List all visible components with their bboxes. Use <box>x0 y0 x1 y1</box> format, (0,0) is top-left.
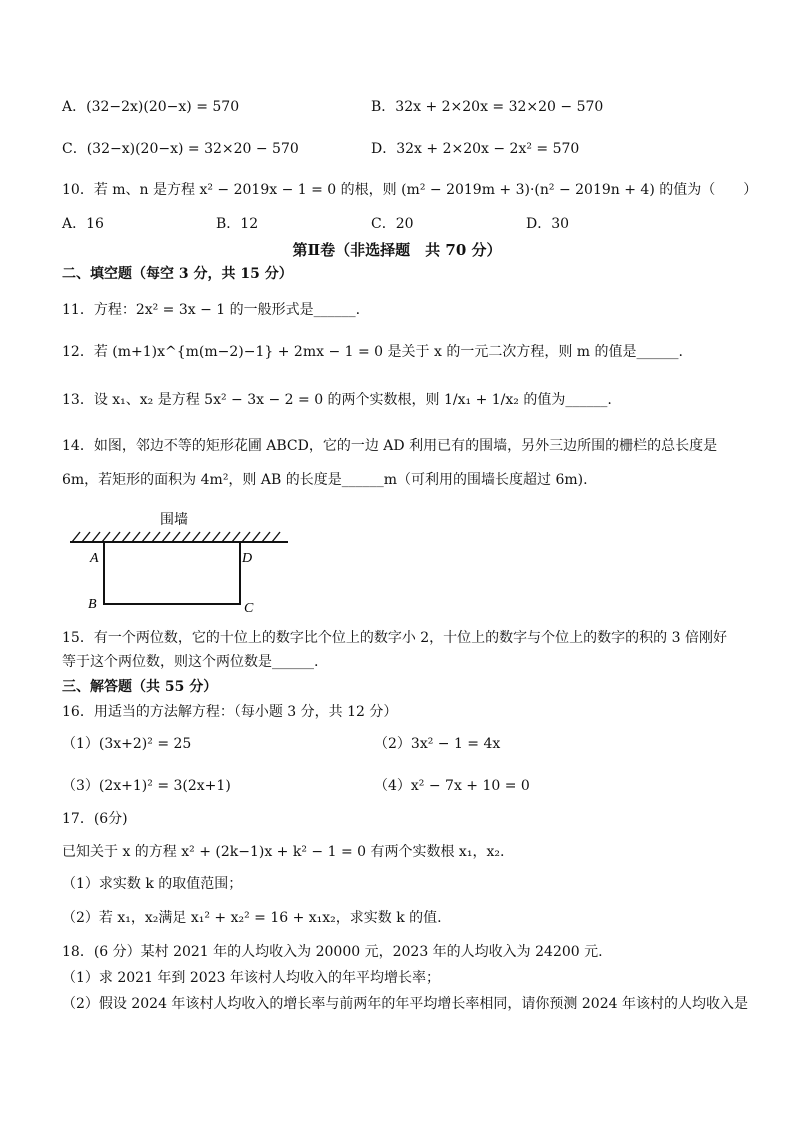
q17-part1: （1）求实数 k 的取值范围； <box>62 876 243 892</box>
q15-line2: 等于这个两位数，则这个两位数是______. <box>62 654 319 670</box>
q17-stem: 已知关于 x 的方程 x² + (2k−1)x + k² − 1 = 0 有两个实数根 x₁，x₂. <box>62 844 505 860</box>
q9-option-a: A．(32−2x)(20−x) = 570 <box>62 99 240 115</box>
section2-title: 二、填空题（每空 3 分，共 15 分） <box>62 266 293 282</box>
q10-option-a: A．16 <box>62 216 104 232</box>
q10-option-b: B．12 <box>216 216 259 232</box>
q16-part4: （4）x² − 7x + 10 = 0 <box>374 778 530 794</box>
q14-line2: 6m，若矩形的面积为 4m²，则 AB 的长度是______m（可利用的围墙长度超过 6m). <box>62 472 588 488</box>
q10-option-d: D．30 <box>526 216 570 232</box>
fence-outline <box>104 542 240 604</box>
q17-head: 17．(6分) <box>62 811 128 827</box>
q16-stem: 16．用适当的方法解方程：（每小题 3 分，共 12 分） <box>62 704 398 720</box>
wall-hatching <box>72 532 280 542</box>
q9-option-d: D．32x + 2×20x − 2x² = 570 <box>371 141 580 157</box>
q9-option-b: B．32x + 2×20x = 32×20 − 570 <box>371 99 604 115</box>
q16-part3: （3）(2x+1)² = 3(2x+1) <box>62 778 231 794</box>
q18-part1: （1）求 2021 年到 2023 年该村人均收入的年平均增长率； <box>62 970 440 986</box>
q18-part2: （2）假设 2024 年该村人均收入的增长率与前两年的年平均增长率相同，请你预测 2024 年该村的人均收入是 <box>62 996 748 1012</box>
q17-part2: （2）若 x₁，x₂满足 x₁² + x₂² = 16 + x₁x₂，求实数 k 的值. <box>62 910 442 926</box>
q11: 11．方程：2x² = 3x − 1 的一般形式是______. <box>62 302 361 318</box>
q12: 12．若 (m+1)x^{m(m−2)−1} + 2mx − 1 = 0 是关于 x 的一元二次方程，则 m 的值是______. <box>62 344 683 360</box>
rectangle-garden-figure <box>66 508 296 620</box>
vertex-d: D <box>242 551 253 566</box>
vertex-c: C <box>244 601 254 616</box>
q13: 13．设 x₁、x₂ 是方程 5x² − 3x − 2 = 0 的两个实数根，则 1/x₁ + 1/x₂ 的值为______. <box>62 392 612 408</box>
vertex-a: A <box>90 551 99 566</box>
q10-stem: 10．若 m、n 是方程 x² − 2019x − 1 = 0 的根，则 (m² − 2019m + 3)·(n² − 2019n + 4) 的值为（ ） <box>62 182 758 198</box>
wall-label: 围墙 <box>160 512 188 528</box>
q10-option-c: C．20 <box>371 216 414 232</box>
q16-part2: （2）3x² − 1 = 4x <box>374 736 501 752</box>
part2-title: 第Ⅱ卷（非选择题 共 70 分） <box>292 241 502 259</box>
q16-part1: （1）(3x+2)² = 25 <box>62 736 192 752</box>
q14-line1: 14．如图，邻边不等的矩形花圃 ABCD，它的一边 AD 利用已有的围墙，另外三边所围的栅栏的总长度是 <box>62 438 718 454</box>
section3-title: 三、解答题（共 55 分） <box>62 679 218 695</box>
q15-line1: 15．有一个两位数，它的十位上的数字比个位上的数字小 2，十位上的数字与个位上的数字的积的 3 倍刚好 <box>62 630 727 646</box>
q9-option-c: C．(32−x)(20−x) = 32×20 − 570 <box>62 141 299 157</box>
q18-stem: 18．(6 分）某村 2021 年的人均收入为 20000 元，2023 年的人均收入为 24200 元. <box>62 944 603 960</box>
vertex-b: B <box>88 597 97 612</box>
